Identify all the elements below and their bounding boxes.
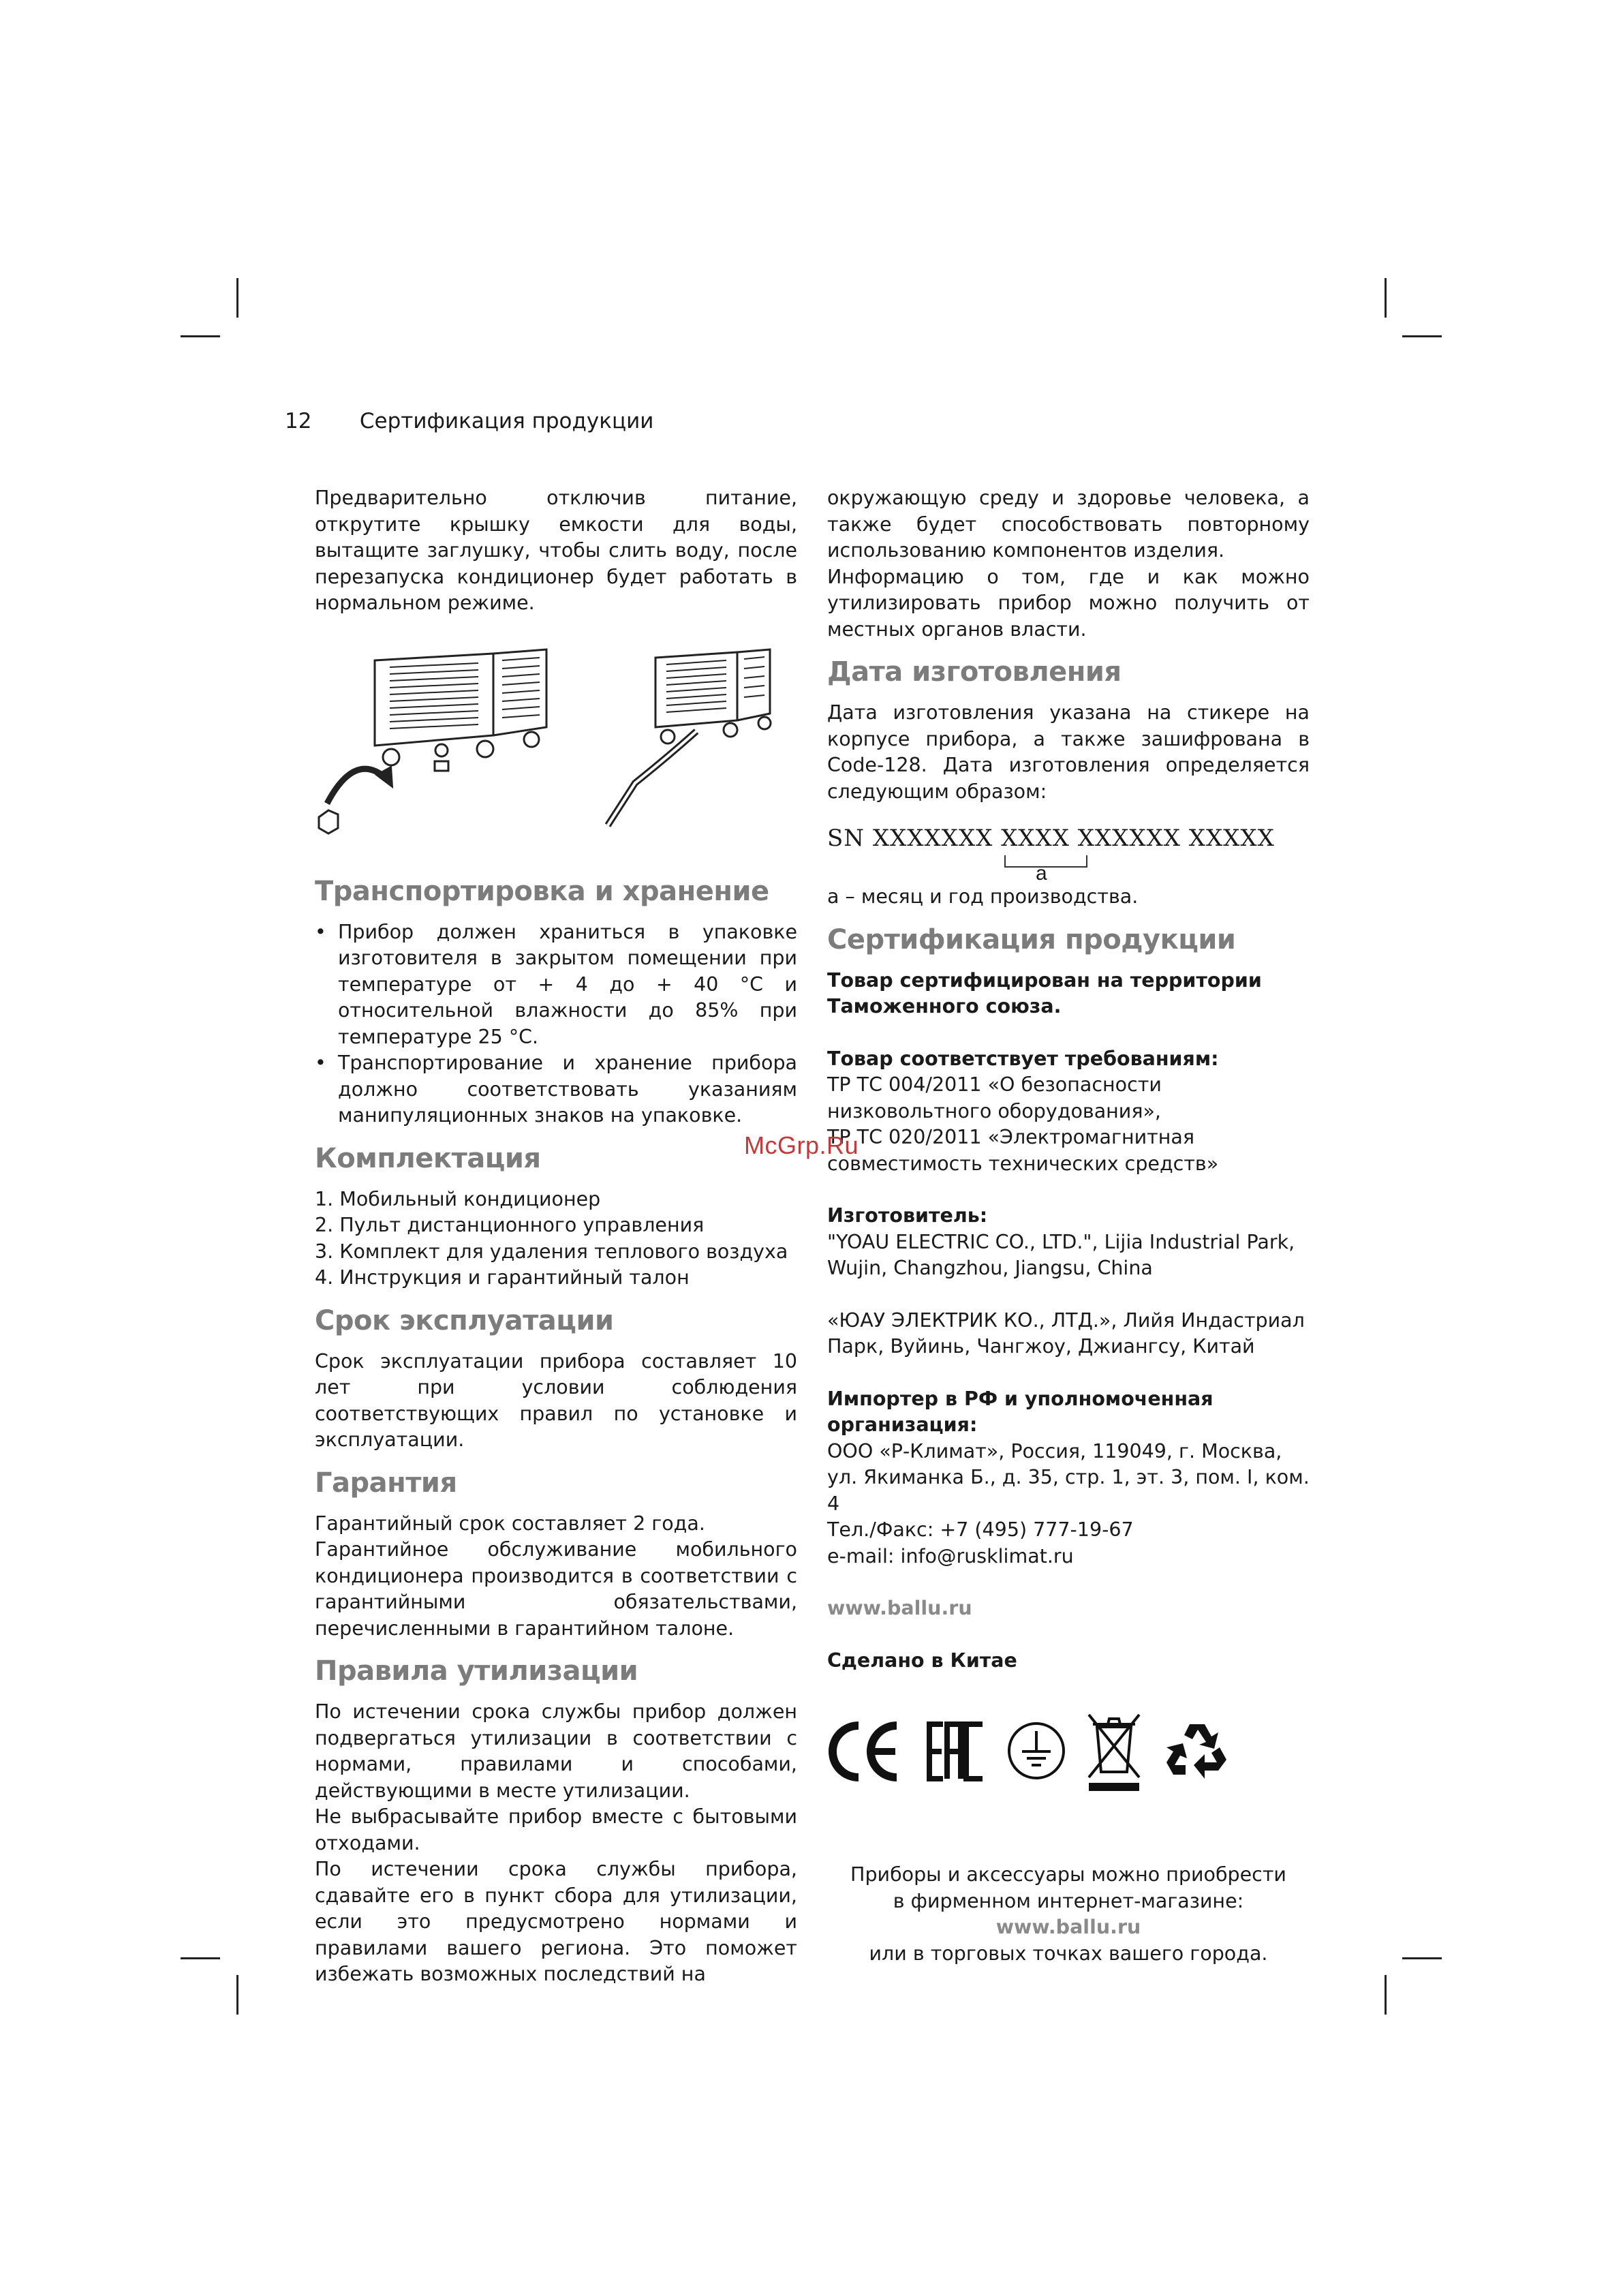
service-life-heading: Срок эксплуатации <box>315 1304 614 1336</box>
purchase-line: или в торговых точках вашего города. <box>869 1942 1268 1965</box>
disposal-paragraph: По истечении срока службы прибор должен подвергаться утилизации в соответствии с нормами, правилами и способами, действующими в месте утилизации. <box>315 1700 797 1802</box>
importer-address: ООО «Р-Климат», Россия, 119049, г. Москва, ул. Якиманка Б., д. 35, стр. 1, эт. 3, пом. I, ком. 4 <box>827 1439 1310 1515</box>
crop-mark <box>1385 1975 1387 2015</box>
manufacturer-en: "YOAU ELECTRIC CO., LTD.", Lijia Industrial Park, Wujin, Changzhou, Jiangsu, China <box>827 1230 1295 1279</box>
right-column <box>827 485 1310 1967</box>
disposal-heading: Правила утилизации <box>315 1655 638 1687</box>
serial-legend: a – месяц и год производства. <box>827 885 1139 908</box>
serial-marker: a <box>1036 862 1048 885</box>
disposal-paragraph: По истечении срока службы прибора, сдавайте его в пункт сбора для утилизации, если это предусмотрено нормами и правилами вашего региона. Это поможет избежать возможных последствий на <box>315 1858 797 1985</box>
ce-mark-icon <box>827 1720 902 1783</box>
purchase-line: в фирменном интернет-магазине: <box>893 1889 1244 1912</box>
crop-mark <box>181 335 220 337</box>
crop-mark <box>236 1975 238 2015</box>
importer-title: Импортер в РФ и уполномоченная организация: <box>827 1387 1214 1436</box>
eac-mark-icon <box>927 1720 985 1783</box>
crop-mark <box>1402 335 1442 337</box>
purchase-website-link[interactable]: www.ballu.ru <box>995 1916 1141 1938</box>
disposal-info: Информацию о том, где и как можно утилизировать прибор можно получить от местных органов власти. <box>827 565 1310 641</box>
page-header <box>285 409 653 433</box>
manufacture-date-text: Дата изготовления указана на стикере на корпусе прибора, а также зашифрована в Code-128. Дата изготовления определяется следующим образом: <box>827 701 1310 803</box>
purchase-info <box>827 1862 1310 1967</box>
importer-phone: Тел./Факс: +7 (495) 777-19-67 <box>827 1518 1134 1541</box>
manufacture-date-heading: Дата изготовления <box>827 656 1122 688</box>
drain-illustration <box>315 647 797 844</box>
service-life-text: Срок эксплуатации прибора составляет 10 лет при условии соблюдения соответствующих правил по установке и эксплуатации. <box>315 1349 797 1451</box>
transport-list <box>315 919 797 1129</box>
disposal-continued: окружающую среду и здоровье человека, а также будет способствовать повторному использованию компонентов изделия. <box>827 487 1310 562</box>
crop-mark <box>1385 278 1387 318</box>
purchase-line: Приборы и аксессуары можно приобрести <box>850 1863 1286 1886</box>
warranty-heading: Гарантия <box>315 1467 457 1499</box>
crop-mark <box>181 1957 220 1959</box>
watermark: McGrp.Ru <box>744 1131 859 1159</box>
website-link[interactable]: www.ballu.ru <box>827 1597 972 1619</box>
transport-heading: Транспортировка и хранение <box>315 875 769 907</box>
manufacturer-ru: «ЮАУ ЭЛЕКТРИК КО., ЛТД.», Лийя Индастриал Парк, Вуйинь, Чангжоу, Джиангсу, Китай <box>827 1308 1305 1358</box>
list-item: 2. Пульт дистанционного управления <box>315 1214 705 1236</box>
list-item: 4. Инструкция и гарантийный талон <box>315 1266 690 1289</box>
warranty-period: Гарантийный срок составляет 2 года. <box>315 1512 705 1535</box>
section-title: Сертификация продукции <box>359 409 654 433</box>
importer-email: e-mail: info@rusklimat.ru <box>827 1544 1074 1567</box>
drain-diagram-icon <box>315 647 797 844</box>
list-item: • Прибор должен храниться в упаковке изготовителя в закрытом помещении при температуре от + 4 до + 40 °С и относительной влажности до 85% при температуре 25 °С. <box>315 919 797 1051</box>
serial-number-format <box>827 825 1310 885</box>
page-number: 12 <box>285 409 312 433</box>
ground-symbol-icon <box>1006 1720 1067 1781</box>
kit-heading: Комплектация <box>315 1142 541 1174</box>
certification-heading: Сертификация продукции <box>827 923 1236 955</box>
weee-bin-icon <box>1086 1712 1142 1794</box>
intro-paragraph: Предварительно отключив питание, открутите крышку емкости для воды, вытащите заглушку, чтобы слить воду, после перезапуска кондиционер будет работать в нормальном режиме. <box>315 487 797 614</box>
disposal-paragraph: Не выбрасывайте прибор вместе с бытовыми отходами. <box>315 1805 797 1854</box>
manufacturer-title: Изготовитель: <box>827 1204 988 1227</box>
certified-statement: Товар сертифицирован на территории Таможенного союза. <box>827 968 1262 1017</box>
list-item: 1. Мобильный кондиционер <box>315 1187 601 1210</box>
serial-number-pattern: SN XXXXXXX XXXX XXXXXX XXXXX <box>827 825 1275 852</box>
list-item: 3. Комплект для удаления теплового воздуха <box>315 1240 788 1263</box>
made-in: Сделано в Китае <box>827 1649 1017 1672</box>
recycle-icon <box>1166 1720 1229 1780</box>
warranty-service: Гарантийное обслуживание мобильного кондиционера производится в соответствии с гарантийными обязательствами, перечисленными в гарантийном талоне. <box>315 1538 797 1640</box>
certification-marks <box>827 1712 1310 1821</box>
crop-mark <box>236 278 238 318</box>
requirement-item: ТР ТС 004/2011 «О безопасности низковольтного оборудования», <box>827 1073 1162 1122</box>
requirement-item: ТР ТС 020/2011 «Электромагнитная совместимость технических средств» <box>827 1126 1219 1175</box>
left-column <box>315 485 797 1988</box>
requirements-title: Товар соответствует требованиям: <box>827 1047 1219 1070</box>
list-item: • Транспортирование и хранение прибора должно соответствовать указаниям манипуляционных знаков на упаковке. <box>315 1050 797 1129</box>
kit-list <box>315 1187 797 1291</box>
crop-mark <box>1402 1957 1442 1959</box>
